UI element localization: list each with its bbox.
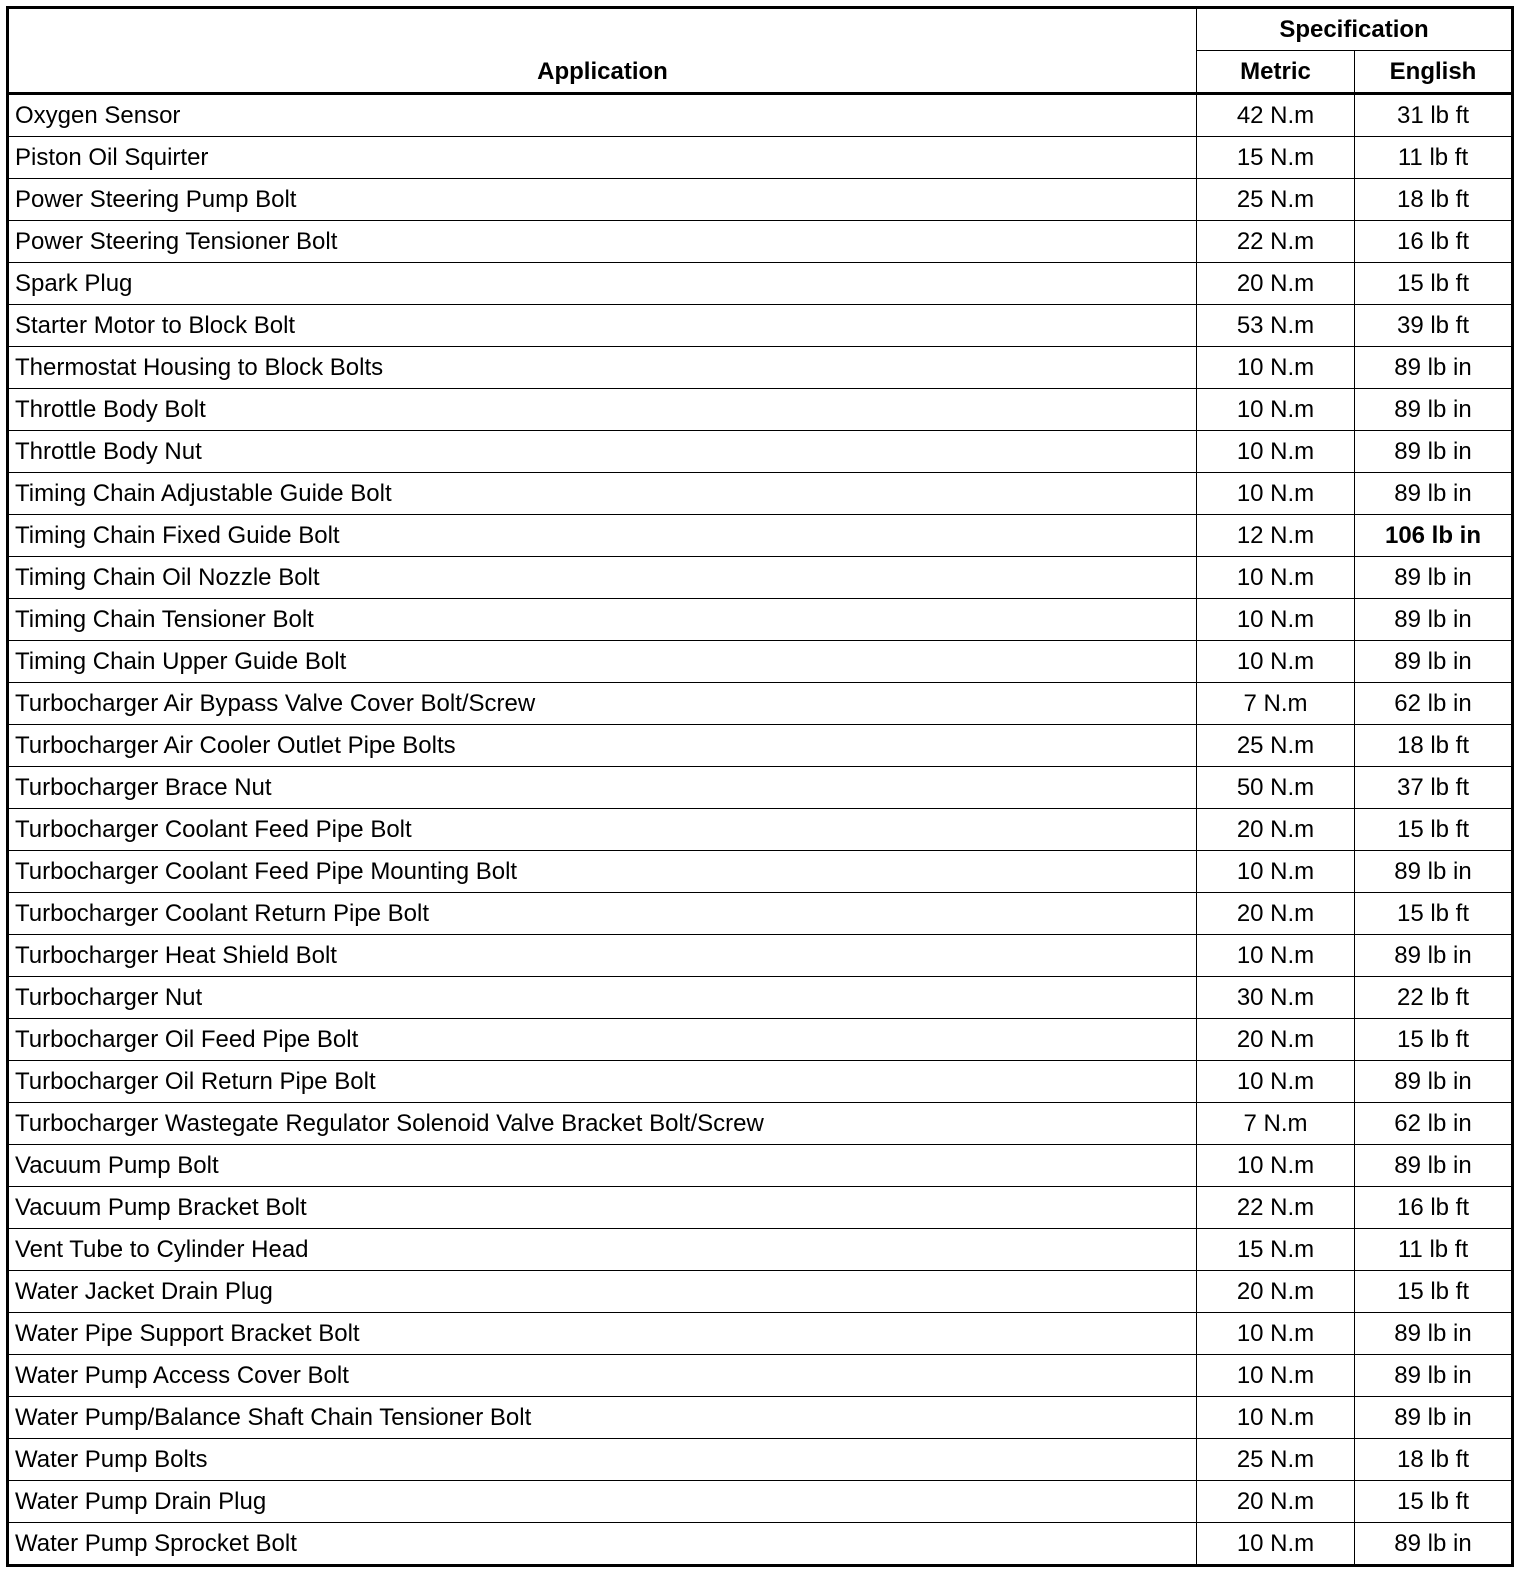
table-row [8, 557, 1513, 599]
application-cell: Water Pipe Support Bracket Bolt [8, 1313, 1197, 1355]
english-cell: 89 lb in [1355, 557, 1513, 599]
application-cell: Throttle Body Nut [8, 431, 1197, 473]
application-cell: Water Pump Sprocket Bolt [8, 1523, 1197, 1566]
metric-cell: 10 N.m [1197, 1061, 1355, 1103]
english-header: English [1355, 51, 1513, 94]
table-row [8, 1019, 1513, 1061]
torque-spec-table [6, 6, 1514, 1567]
metric-cell: 10 N.m [1197, 935, 1355, 977]
application-cell: Turbocharger Air Bypass Valve Cover Bolt/Screw [8, 683, 1197, 725]
english-cell: 15 lb ft [1355, 263, 1513, 305]
metric-cell: 10 N.m [1197, 473, 1355, 515]
application-cell: Water Pump Drain Plug [8, 1481, 1197, 1523]
metric-cell: 30 N.m [1197, 977, 1355, 1019]
metric-cell: 25 N.m [1197, 1439, 1355, 1481]
metric-cell: 12 N.m [1197, 515, 1355, 557]
metric-cell: 20 N.m [1197, 1271, 1355, 1313]
metric-cell: 10 N.m [1197, 1355, 1355, 1397]
application-cell: Vacuum Pump Bracket Bolt [8, 1187, 1197, 1229]
table-row [8, 1145, 1513, 1187]
metric-cell: 42 N.m [1197, 94, 1355, 137]
metric-cell: 25 N.m [1197, 179, 1355, 221]
application-cell: Turbocharger Coolant Return Pipe Bolt [8, 893, 1197, 935]
application-cell: Power Steering Tensioner Bolt [8, 221, 1197, 263]
english-cell: 89 lb in [1355, 473, 1513, 515]
metric-cell: 50 N.m [1197, 767, 1355, 809]
english-cell: 16 lb ft [1355, 1187, 1513, 1229]
application-cell: Piston Oil Squirter [8, 137, 1197, 179]
english-cell: 22 lb ft [1355, 977, 1513, 1019]
metric-cell: 10 N.m [1197, 389, 1355, 431]
english-cell: 18 lb ft [1355, 179, 1513, 221]
table-row [8, 977, 1513, 1019]
metric-cell: 25 N.m [1197, 725, 1355, 767]
metric-cell: 20 N.m [1197, 1481, 1355, 1523]
metric-cell: 22 N.m [1197, 221, 1355, 263]
english-cell: 16 lb ft [1355, 221, 1513, 263]
application-cell: Water Jacket Drain Plug [8, 1271, 1197, 1313]
english-cell: 11 lb ft [1355, 1229, 1513, 1271]
metric-cell: 10 N.m [1197, 347, 1355, 389]
english-cell: 18 lb ft [1355, 1439, 1513, 1481]
table-row [8, 935, 1513, 977]
table-row [8, 1061, 1513, 1103]
table-body [8, 94, 1513, 1566]
application-cell: Turbocharger Heat Shield Bolt [8, 935, 1197, 977]
table-row [8, 347, 1513, 389]
table-row [8, 599, 1513, 641]
metric-cell: 10 N.m [1197, 557, 1355, 599]
metric-cell: 15 N.m [1197, 1229, 1355, 1271]
metric-cell: 10 N.m [1197, 1397, 1355, 1439]
table-header [8, 8, 1513, 94]
english-cell: 89 lb in [1355, 1523, 1513, 1566]
english-cell: 62 lb in [1355, 683, 1513, 725]
metric-cell: 22 N.m [1197, 1187, 1355, 1229]
application-cell: Turbocharger Oil Feed Pipe Bolt [8, 1019, 1197, 1061]
english-cell: 89 lb in [1355, 641, 1513, 683]
table-row [8, 809, 1513, 851]
english-cell: 15 lb ft [1355, 893, 1513, 935]
application-cell: Thermostat Housing to Block Bolts [8, 347, 1197, 389]
table-row [8, 137, 1513, 179]
table-row [8, 851, 1513, 893]
table-row [8, 1187, 1513, 1229]
metric-cell: 20 N.m [1197, 893, 1355, 935]
metric-cell: 10 N.m [1197, 1313, 1355, 1355]
metric-cell: 10 N.m [1197, 851, 1355, 893]
metric-cell: 7 N.m [1197, 683, 1355, 725]
application-cell: Timing Chain Fixed Guide Bolt [8, 515, 1197, 557]
english-cell: 89 lb in [1355, 389, 1513, 431]
table-row [8, 767, 1513, 809]
english-cell: 31 lb ft [1355, 94, 1513, 137]
english-cell: 62 lb in [1355, 1103, 1513, 1145]
application-cell: Timing Chain Upper Guide Bolt [8, 641, 1197, 683]
application-cell: Oxygen Sensor [8, 94, 1197, 137]
metric-cell: 10 N.m [1197, 1523, 1355, 1566]
metric-cell: 53 N.m [1197, 305, 1355, 347]
table-row [8, 221, 1513, 263]
table-row [8, 683, 1513, 725]
table-row [8, 1229, 1513, 1271]
table-row [8, 1355, 1513, 1397]
application-cell: Timing Chain Adjustable Guide Bolt [8, 473, 1197, 515]
application-cell: Power Steering Pump Bolt [8, 179, 1197, 221]
metric-cell: 10 N.m [1197, 1145, 1355, 1187]
english-cell: 11 lb ft [1355, 137, 1513, 179]
application-cell: Water Pump Access Cover Bolt [8, 1355, 1197, 1397]
english-cell: 89 lb in [1355, 851, 1513, 893]
english-cell: 89 lb in [1355, 935, 1513, 977]
application-cell: Vacuum Pump Bolt [8, 1145, 1197, 1187]
table-row [8, 641, 1513, 683]
table-row [8, 1397, 1513, 1439]
table-row [8, 263, 1513, 305]
application-cell: Timing Chain Tensioner Bolt [8, 599, 1197, 641]
english-cell: 37 lb ft [1355, 767, 1513, 809]
application-cell: Turbocharger Wastegate Regulator Solenoid Valve Bracket Bolt/Screw [8, 1103, 1197, 1145]
table-row [8, 1313, 1513, 1355]
english-cell: 15 lb ft [1355, 809, 1513, 851]
english-cell: 89 lb in [1355, 1355, 1513, 1397]
english-cell: 18 lb ft [1355, 725, 1513, 767]
metric-cell: 20 N.m [1197, 809, 1355, 851]
table-row [8, 1481, 1513, 1523]
english-cell: 89 lb in [1355, 1313, 1513, 1355]
english-cell: 89 lb in [1355, 431, 1513, 473]
english-cell: 89 lb in [1355, 599, 1513, 641]
english-cell: 39 lb ft [1355, 305, 1513, 347]
english-cell: 15 lb ft [1355, 1019, 1513, 1061]
metric-cell: 20 N.m [1197, 1019, 1355, 1061]
table-row [8, 431, 1513, 473]
application-cell: Turbocharger Nut [8, 977, 1197, 1019]
table-row [8, 1103, 1513, 1145]
table-row [8, 1271, 1513, 1313]
application-header: Application [8, 8, 1197, 94]
table-row [8, 515, 1513, 557]
english-cell: 15 lb ft [1355, 1271, 1513, 1313]
application-cell: Turbocharger Coolant Feed Pipe Mounting Bolt [8, 851, 1197, 893]
metric-cell: 20 N.m [1197, 263, 1355, 305]
metric-header: Metric [1197, 51, 1355, 94]
english-cell: 89 lb in [1355, 347, 1513, 389]
metric-cell: 7 N.m [1197, 1103, 1355, 1145]
table-row [8, 725, 1513, 767]
table-row [8, 473, 1513, 515]
metric-cell: 10 N.m [1197, 599, 1355, 641]
table-row [8, 389, 1513, 431]
metric-cell: 10 N.m [1197, 431, 1355, 473]
table-row [8, 1523, 1513, 1566]
table-row [8, 94, 1513, 137]
application-cell: Turbocharger Air Cooler Outlet Pipe Bolts [8, 725, 1197, 767]
application-cell: Water Pump Bolts [8, 1439, 1197, 1481]
english-cell: 106 lb in [1355, 515, 1513, 557]
english-cell: 89 lb in [1355, 1145, 1513, 1187]
application-cell: Throttle Body Bolt [8, 389, 1197, 431]
application-cell: Turbocharger Brace Nut [8, 767, 1197, 809]
metric-cell: 15 N.m [1197, 137, 1355, 179]
english-cell: 89 lb in [1355, 1397, 1513, 1439]
application-cell: Turbocharger Oil Return Pipe Bolt [8, 1061, 1197, 1103]
application-cell: Vent Tube to Cylinder Head [8, 1229, 1197, 1271]
application-cell: Spark Plug [8, 263, 1197, 305]
metric-cell: 10 N.m [1197, 641, 1355, 683]
table-row [8, 179, 1513, 221]
application-cell: Starter Motor to Block Bolt [8, 305, 1197, 347]
application-cell: Water Pump/Balance Shaft Chain Tensioner Bolt [8, 1397, 1197, 1439]
english-cell: 15 lb ft [1355, 1481, 1513, 1523]
table-row [8, 893, 1513, 935]
table-row [8, 305, 1513, 347]
english-cell: 89 lb in [1355, 1061, 1513, 1103]
application-cell: Timing Chain Oil Nozzle Bolt [8, 557, 1197, 599]
table-row [8, 1439, 1513, 1481]
specification-header: Specification [1197, 8, 1513, 51]
application-cell: Turbocharger Coolant Feed Pipe Bolt [8, 809, 1197, 851]
